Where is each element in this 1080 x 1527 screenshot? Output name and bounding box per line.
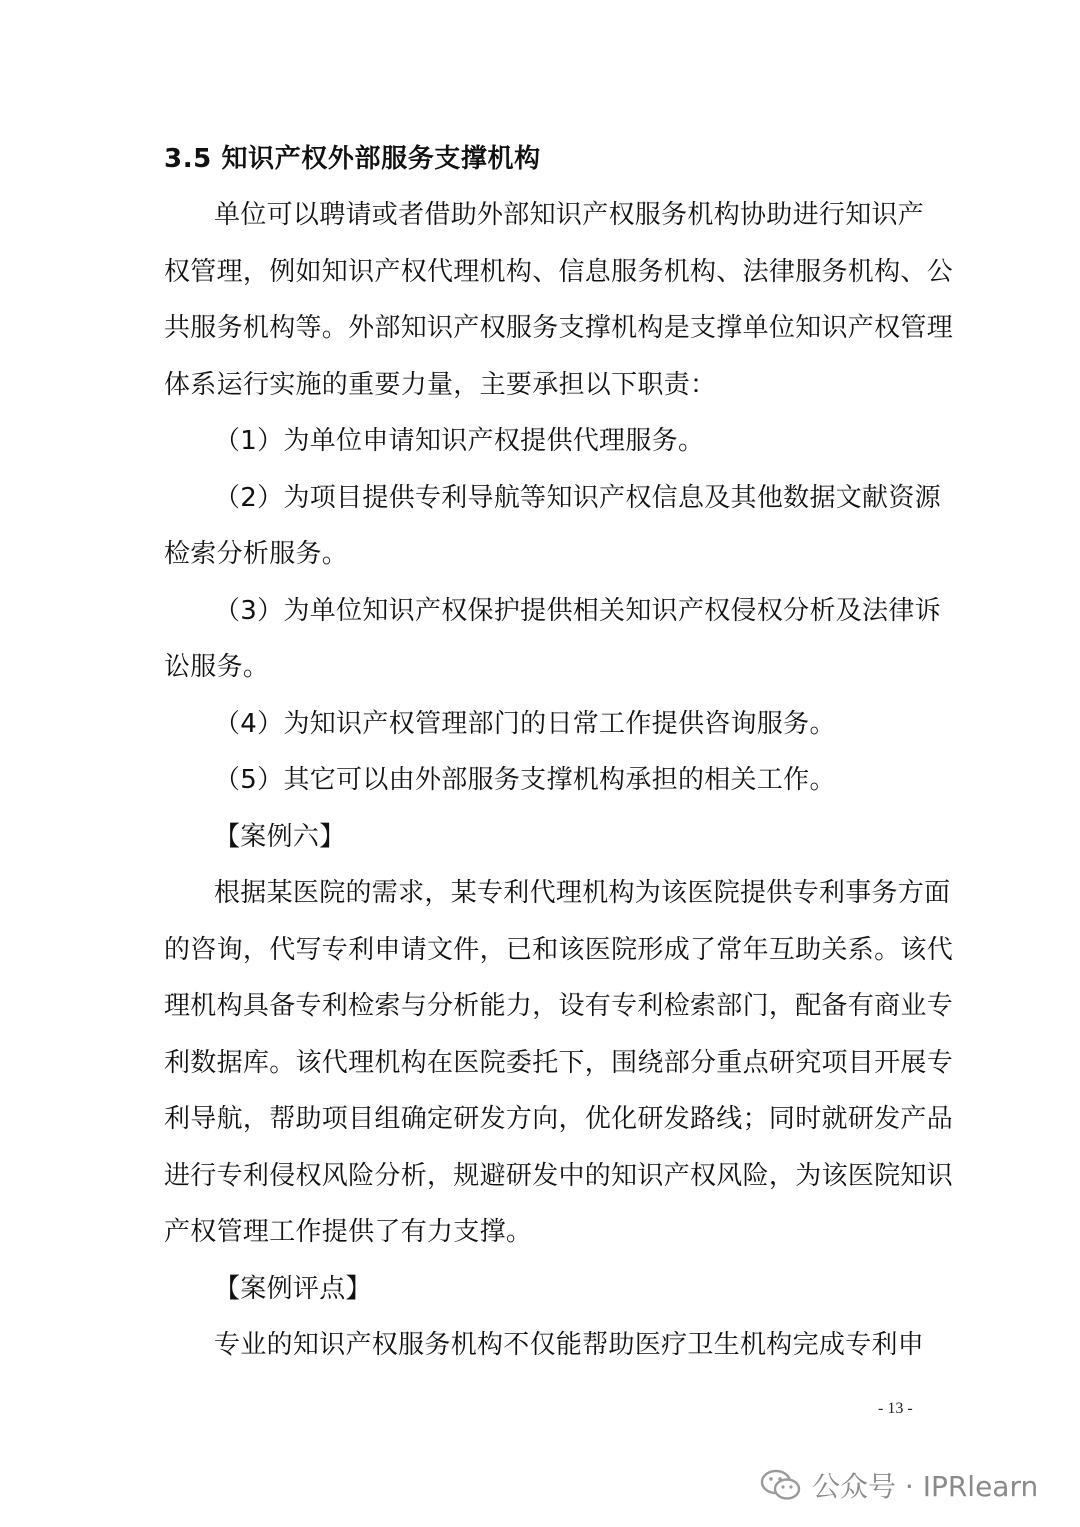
list-item-3: （3）为单位知识产权保护提供相关知识产权侵权分析及法律诉 — [214, 596, 941, 626]
paragraph-line: 进行专利侵权风险分析，规避研发中的知识产权风险，为该医院知识 — [164, 1161, 954, 1191]
paragraph-line: 的咨询，代写专利申请文件，已和该医院形成了常年互助关系。该代 — [164, 935, 954, 965]
list-item-3-cont: 讼服务。 — [164, 652, 270, 682]
list-item-4: （4）为知识产权管理部门的日常工作提供咨询服务。 — [214, 709, 836, 739]
wechat-icon — [760, 1468, 802, 1502]
case-title: 【案例六】 — [214, 822, 346, 852]
paragraph-line: 专业的知识产权服务机构不仅能帮助医疗卫生机构完成专利申 — [214, 1330, 925, 1360]
list-item-1: （1）为单位申请知识产权提供代理服务。 — [214, 426, 705, 456]
case-review-title: 【案例评点】 — [214, 1274, 372, 1304]
paragraph-line: 根据某医院的需求，某专利代理机构为该医院提供专利事务方面 — [214, 878, 951, 908]
section-heading: 3.5 知识产权外部服务支撑机构 — [164, 144, 541, 174]
paragraph-line: 单位可以聘请或者借助外部知识产权服务机构协助进行知识产 — [214, 200, 925, 230]
watermark — [760, 1465, 1038, 1505]
paragraph-line: 利导航，帮助项目组确定研发方向，优化研发路线；同时就研发产品 — [164, 1104, 954, 1134]
paragraph-line: 共服务机构等。外部知识产权服务支撑机构是支撑单位知识产权管理 — [164, 313, 954, 343]
list-item-2: （2）为项目提供专利导航等知识产权信息及其他数据文献资源 — [214, 483, 941, 513]
paragraph-line: 利数据库。该代理机构在医院委托下，围绕部分重点研究项目开展专 — [164, 1048, 954, 1078]
paragraph-line: 权管理，例如知识产权代理机构、信息服务机构、法律服务机构、公 — [164, 257, 954, 287]
list-item-5: （5）其它可以由外部服务支撑机构承担的相关工作。 — [214, 765, 836, 795]
list-item-2-cont: 检索分析服务。 — [164, 539, 349, 569]
page-number: - 13 - — [878, 1400, 913, 1417]
paragraph-line: 理机构具备专利检索与分析能力，设有专利检索部门，配备有商业专 — [164, 991, 954, 1021]
paragraph-line: 体系运行实施的重要力量，主要承担以下职责： — [164, 370, 717, 400]
watermark-text: 公众号 · IPRlearn — [812, 1470, 1039, 1503]
paragraph-line: 产权管理工作提供了有力支撑。 — [164, 1217, 533, 1247]
